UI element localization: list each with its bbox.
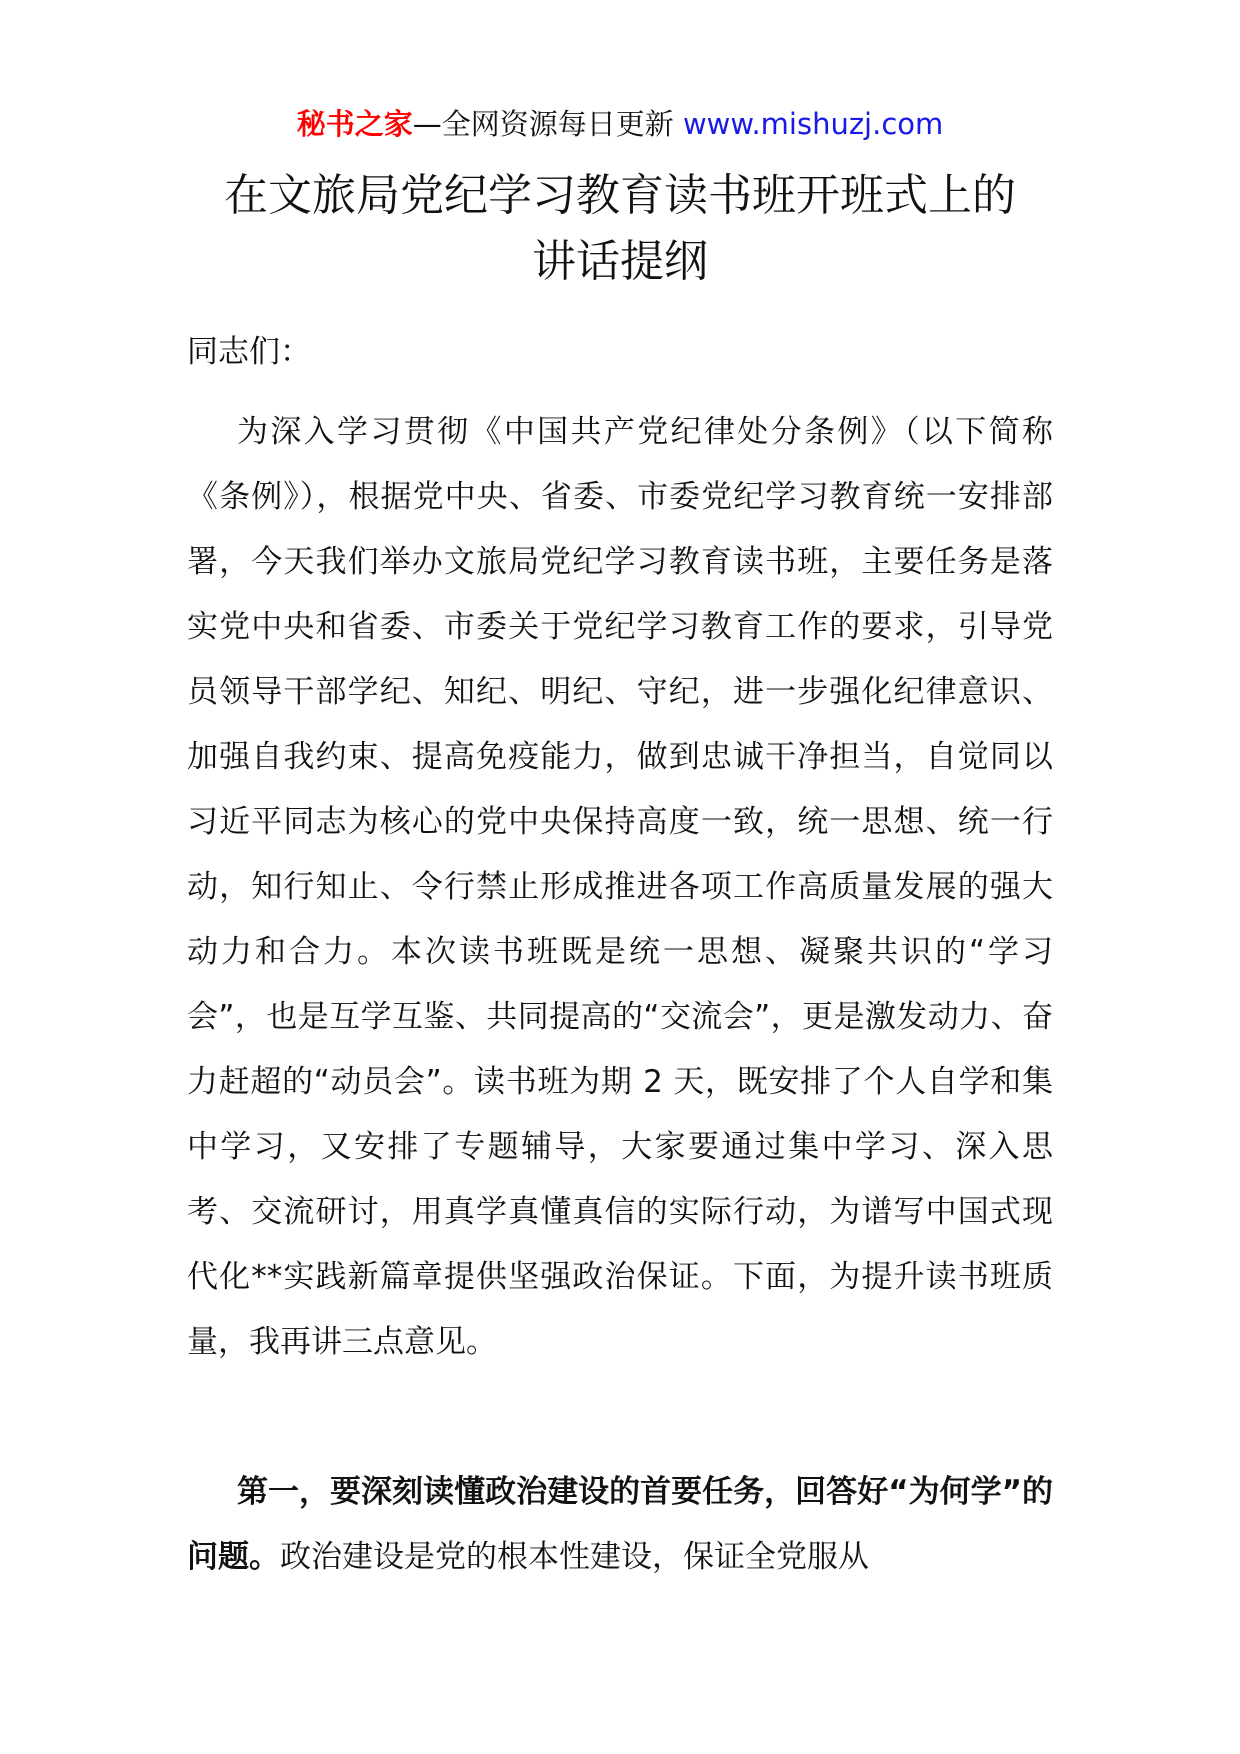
- paragraph-intro: 为深入学习贯彻《中国共产党纪律处分条例》（以下简称《条例》），根据党中央、省委、市委党纪学习教育统一安排部署，今天我们举办文旅局党纪学习教育读书班，主要任务是落实党中央和省委、市委关于党纪学习教育工作的要求，引导党员领导干部学纪、知纪、明纪、守纪，进一步强化纪律意识、加强自我约束、提高免疫能力，做到忠诚干净担当，自觉同以习近平同志为核心的党中央保持高度一致，统一思想、统一行动，知行知止、令行禁止形成推进各项工作高质量发展的强大动力和合力。本次读书班既是统一思想、凝聚共识的“学习会”，也是互学互鉴、共同提高的“交流会”，更是激发动力、奋力赶超的“动员会”。读书班为期 2 天，既安排了个人自学和集中学习，又安排了专题辅导，大家要通过集中学习、深入思考、交流研讨，用真学真懂真信的实际行动，为谱写中国式现代化**实践新篇章提供坚强政治保证。下面，为提升读书班质量，我再讲三点意见。: [187, 414, 1053, 1360]
- site-url-link[interactable]: www.mishuzj.com: [682, 107, 944, 141]
- title-line-1: 在文旅局党纪学习教育读书班开班式上的: [224, 170, 1016, 221]
- header-slogan: —全网资源每日更新: [412, 107, 683, 141]
- paragraph-first-point: [187, 1460, 1053, 1590]
- document-title: [150, 163, 1090, 295]
- title-line-2: 讲话提纲: [532, 236, 708, 287]
- first-point-text: 政治建设是党的根本性建设，保证全党服从: [280, 1539, 869, 1575]
- greeting: 同志们：: [187, 334, 311, 370]
- first-point-heading: 第一，要深刻读懂政治建设的首要任务，回答好“为何学”的问题。: [187, 1474, 1053, 1575]
- site-header: [0, 102, 1240, 146]
- brand-name: 秘书之家: [296, 107, 413, 141]
